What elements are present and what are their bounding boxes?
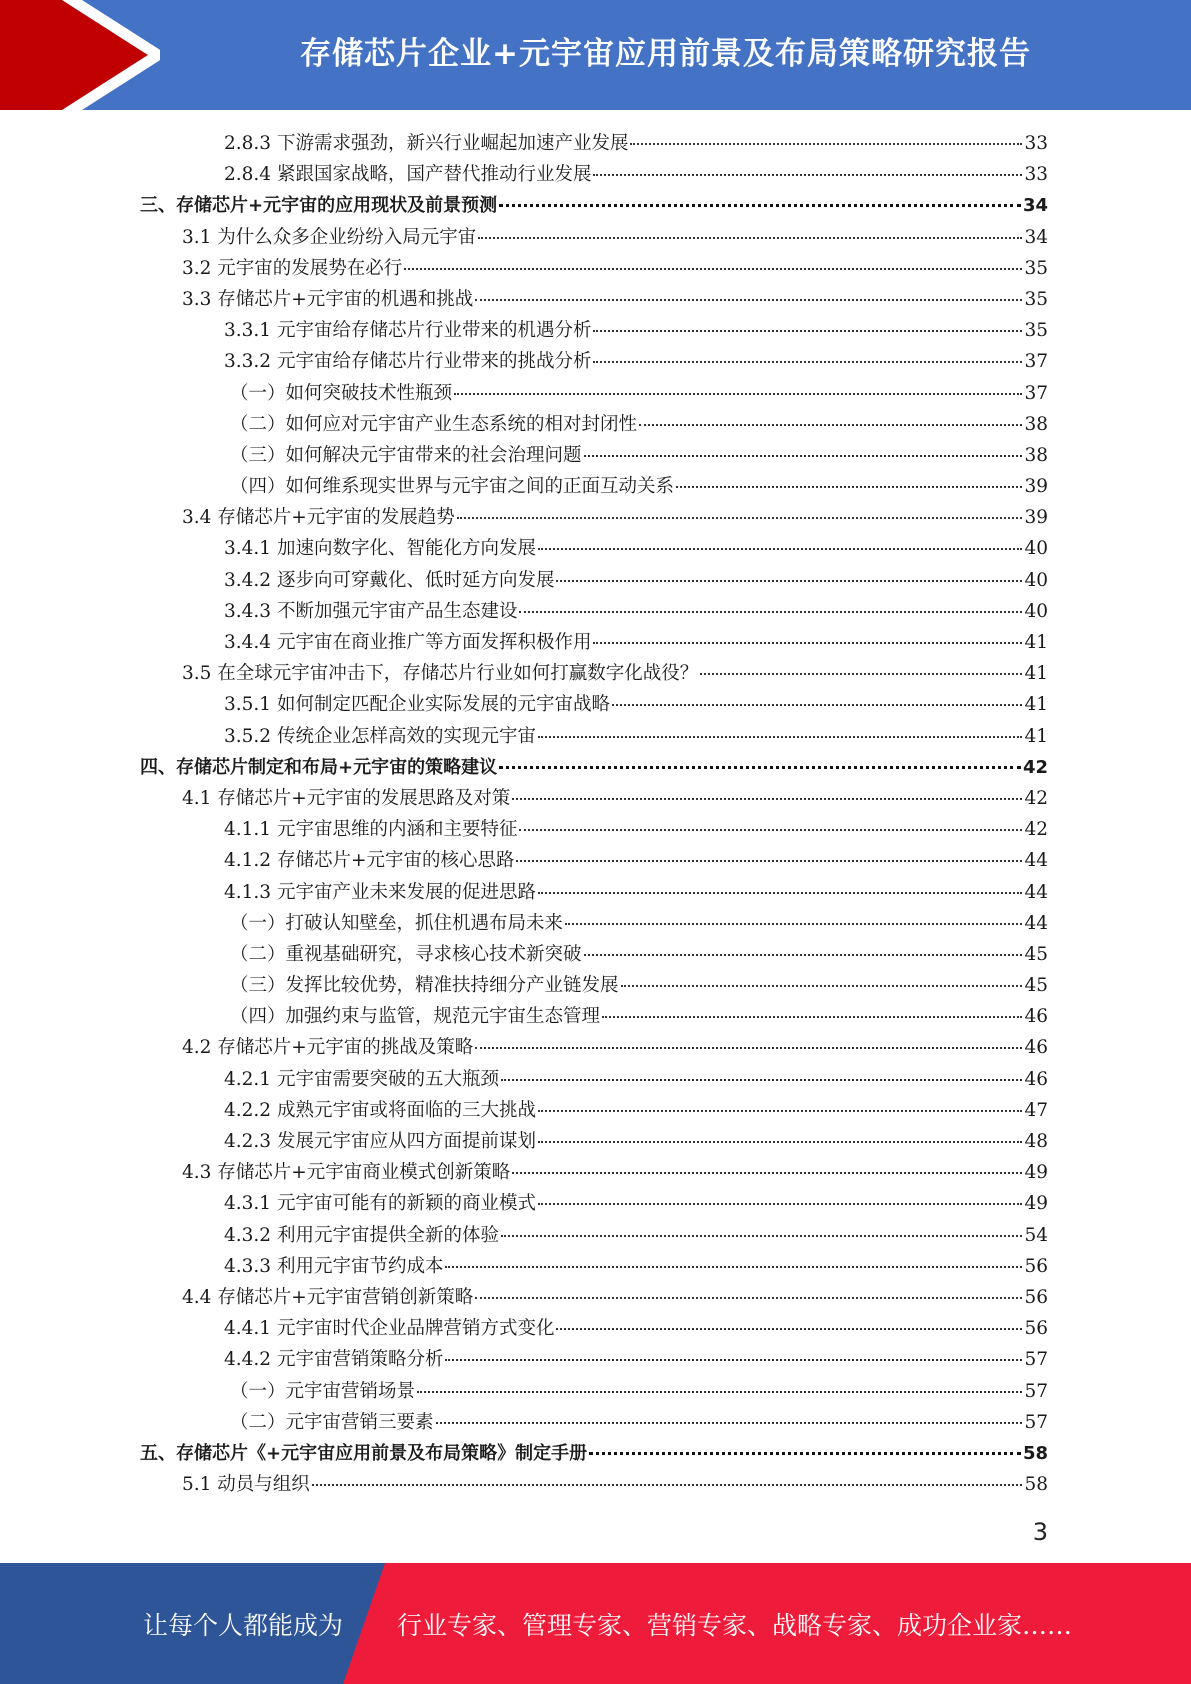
toc-entry-title: 3.4.3 不断加强元宇宙产品生态建设 bbox=[224, 600, 518, 622]
toc-entry-title: 4.1 存储芯片+元宇宙的发展思路及对策 bbox=[182, 787, 511, 809]
toc-entry[interactable] bbox=[140, 1126, 1048, 1157]
toc-entry-page: 37 bbox=[1024, 351, 1048, 373]
toc-entry[interactable] bbox=[140, 970, 1048, 1001]
toc-entry-page: 42 bbox=[1024, 787, 1048, 809]
toc-dot-leader bbox=[454, 392, 1022, 395]
toc-entry-title: 4.1.1 元宇宙思维的内涵和主要特征 bbox=[224, 819, 518, 841]
toc-entry-title: 3.4.4 元宇宙在商业推广等方面发挥积极作用 bbox=[224, 632, 592, 653]
toc-entry-title: 4.3.2 利用元宇宙提供全新的体验 bbox=[224, 1224, 499, 1246]
toc-entry-title: 五、存储芯片《+元宇宙应用前景及布局策略》制定手册 bbox=[140, 1442, 588, 1464]
toc-dot-leader bbox=[475, 298, 1022, 301]
toc-dot-leader bbox=[602, 1015, 1022, 1018]
toc-dot-leader bbox=[593, 360, 1022, 363]
toc-entry-title: 四、存储芯片制定和布局+元宇宙的策略建议 bbox=[140, 756, 498, 778]
toc-entry-title: 4.4.2 元宇宙营销策略分析 bbox=[224, 1349, 444, 1371]
toc-entry-page: 58 bbox=[1024, 1474, 1048, 1496]
toc-entry-title: 4.2.1 元宇宙需要突破的五大瓶颈 bbox=[224, 1068, 499, 1090]
toc-entry-title: 4.2 存储芯片+元宇宙的挑战及策略 bbox=[182, 1037, 474, 1059]
toc-dot-leader bbox=[584, 953, 1023, 956]
toc-entry-page: 44 bbox=[1024, 850, 1048, 872]
toc-entry[interactable] bbox=[140, 1001, 1048, 1032]
toc-entry[interactable] bbox=[140, 939, 1048, 970]
toc-entry[interactable] bbox=[140, 1313, 1048, 1344]
toc-dot-leader bbox=[457, 516, 1023, 519]
toc-entry-page: 34 bbox=[1024, 226, 1048, 248]
toc-entry[interactable] bbox=[140, 689, 1048, 720]
toc-dot-leader bbox=[621, 984, 1023, 987]
toc-entry-page: 38 bbox=[1024, 444, 1048, 466]
toc-entry[interactable] bbox=[140, 502, 1048, 533]
toc-entry[interactable] bbox=[140, 253, 1048, 284]
toc-dot-leader bbox=[512, 1171, 1022, 1174]
toc-entry[interactable] bbox=[140, 596, 1048, 627]
toc-entry[interactable] bbox=[140, 658, 1048, 689]
toc-dot-leader bbox=[589, 1451, 1021, 1455]
toc-entry[interactable] bbox=[140, 908, 1048, 939]
toc-entry-page: 33 bbox=[1024, 164, 1048, 186]
toc-entry-page: 44 bbox=[1024, 912, 1048, 934]
toc-entry-title: 3.1 为什么众多企业纷纷入局元宇宙 bbox=[182, 226, 477, 248]
toc-entry-title: 3.3 存储芯片+元宇宙的机遇和挑战 bbox=[182, 288, 474, 310]
toc-entry[interactable] bbox=[140, 1064, 1048, 1095]
toc-entry-page: 48 bbox=[1024, 1131, 1048, 1152]
footer-slogan-right: 行业专家、管理专家、营销专家、战略专家、成功企业家…… bbox=[397, 1610, 1073, 1640]
toc-dot-leader bbox=[445, 1265, 1022, 1268]
toc-entry-page: 54 bbox=[1024, 1224, 1048, 1246]
toc-entry-page: 56 bbox=[1024, 1255, 1048, 1277]
toc-entry-page: 40 bbox=[1024, 600, 1048, 622]
toc-entry[interactable] bbox=[140, 190, 1048, 221]
toc-entry-page: 33 bbox=[1024, 133, 1048, 154]
toc-entry-title: 4.1.2 存储芯片+元宇宙的核心思路 bbox=[224, 850, 515, 872]
toc-dot-leader bbox=[538, 735, 1022, 738]
toc-dot-leader bbox=[475, 1046, 1022, 1049]
page-number: 3 bbox=[1032, 1518, 1048, 1546]
toc-entry-title: 4.3 存储芯片+元宇宙商业模式创新策略 bbox=[182, 1162, 511, 1184]
toc-entry-title: （三）发挥比较优势，精准扶持细分产业链发展 bbox=[230, 975, 619, 997]
toc-entry-title: 2.8.4 紧跟国家战略，国产替代推动行业发展 bbox=[224, 164, 592, 186]
toc-entry-title: 3.5 在全球元宇宙冲击下，存储芯片行业如何打赢数字化战役？ bbox=[182, 663, 699, 685]
toc-dot-leader bbox=[516, 859, 1022, 862]
report-title: 存储芯片企业+元宇宙应用前景及布局策略研究报告 bbox=[300, 35, 1031, 72]
toc-entry[interactable] bbox=[140, 783, 1048, 814]
toc-entry-page: 46 bbox=[1024, 1006, 1048, 1028]
toc-dot-leader bbox=[538, 547, 1022, 550]
toc-entry[interactable] bbox=[140, 1469, 1048, 1500]
report-header bbox=[0, 0, 1191, 110]
toc-entry-page: 42 bbox=[1022, 756, 1048, 778]
toc-entry[interactable] bbox=[140, 1157, 1048, 1188]
toc-dot-leader bbox=[556, 579, 1022, 582]
toc-entry-title: 4.1.3 元宇宙产业未来发展的促进思路 bbox=[224, 881, 536, 903]
toc-dot-leader bbox=[499, 203, 1021, 207]
toc-entry-page: 46 bbox=[1024, 1068, 1048, 1090]
toc-entry[interactable] bbox=[140, 1438, 1048, 1469]
toc-entry-title: 3.3.1 元宇宙给存储芯片行业带来的机遇分析 bbox=[224, 320, 592, 342]
toc-dot-leader bbox=[538, 1109, 1022, 1112]
toc-entry-page: 41 bbox=[1024, 725, 1048, 747]
toc-entry-page: 35 bbox=[1024, 320, 1048, 342]
toc-dot-leader bbox=[519, 828, 1022, 831]
toc-entry[interactable] bbox=[140, 346, 1048, 377]
toc-entry-page: 41 bbox=[1024, 663, 1048, 685]
toc-dot-leader bbox=[501, 1234, 1022, 1237]
toc-entry-page: 57 bbox=[1024, 1349, 1048, 1371]
toc-entry[interactable] bbox=[140, 1095, 1048, 1126]
toc-dot-leader bbox=[676, 485, 1022, 488]
toc-entry-page: 42 bbox=[1024, 819, 1048, 841]
toc-entry-page: 46 bbox=[1024, 1037, 1048, 1059]
toc-dot-leader bbox=[519, 610, 1022, 613]
toc-entry-page: 41 bbox=[1024, 694, 1048, 716]
toc-dot-leader bbox=[478, 236, 1022, 239]
toc-entry[interactable] bbox=[140, 440, 1048, 471]
toc-dot-leader bbox=[612, 703, 1022, 706]
toc-entry[interactable] bbox=[140, 814, 1048, 845]
toc-entry[interactable] bbox=[140, 1188, 1048, 1219]
toc-entry-page: 38 bbox=[1024, 413, 1048, 435]
toc-entry-title: 4.4.1 元宇宙时代企业品牌营销方式变化 bbox=[224, 1318, 555, 1340]
toc-entry[interactable] bbox=[140, 1220, 1048, 1251]
toc-dot-leader bbox=[501, 1078, 1022, 1081]
toc-entry-title: （一）打破认知壁垒，抓住机遇布局未来 bbox=[230, 912, 564, 934]
toc-dot-leader bbox=[538, 1140, 1022, 1143]
toc-entry-page: 44 bbox=[1024, 881, 1048, 903]
toc-entry-title: 3.5.2 传统企业怎样高效的实现元宇宙 bbox=[224, 725, 536, 747]
toc-entry-title: （三）如何解决元宇宙带来的社会治理问题 bbox=[230, 444, 582, 466]
toc-entry[interactable] bbox=[140, 222, 1048, 253]
toc-entry-title: 三、存储芯片+元宇宙的应用现状及前景预测 bbox=[140, 195, 498, 217]
toc-dot-leader bbox=[475, 1296, 1022, 1299]
toc-entry-page: 35 bbox=[1024, 257, 1048, 279]
toc-entry[interactable] bbox=[140, 877, 1048, 908]
toc-dot-leader bbox=[639, 423, 1022, 426]
toc-entry[interactable] bbox=[140, 845, 1048, 876]
toc-entry-page: 47 bbox=[1024, 1099, 1048, 1121]
toc-entry-title: 4.2.2 成熟元宇宙或将面临的三大挑战 bbox=[224, 1099, 536, 1121]
toc-entry[interactable] bbox=[140, 1344, 1048, 1375]
toc-entry-page: 56 bbox=[1024, 1286, 1048, 1308]
table-of-contents bbox=[140, 128, 1048, 1500]
footer-slogan-left: 让每个人都能成为 bbox=[143, 1610, 344, 1640]
toc-entry-title: 4.3.3 利用元宇宙节约成本 bbox=[224, 1255, 444, 1277]
toc-dot-leader bbox=[593, 641, 1022, 644]
toc-dot-leader bbox=[538, 891, 1022, 894]
toc-entry-page: 45 bbox=[1024, 975, 1048, 997]
toc-entry[interactable] bbox=[140, 128, 1048, 159]
toc-entry-page: 57 bbox=[1024, 1380, 1048, 1402]
toc-entry[interactable] bbox=[140, 721, 1048, 752]
toc-entry-page: 39 bbox=[1024, 476, 1048, 498]
toc-entry[interactable] bbox=[140, 1251, 1048, 1282]
toc-entry-page: 40 bbox=[1024, 569, 1048, 591]
toc-entry-title: 3.4.1 加速向数字化、智能化方向发展 bbox=[224, 538, 536, 560]
toc-entry-title: （二）元宇宙营销三要素 bbox=[230, 1411, 434, 1433]
toc-entry-page: 37 bbox=[1024, 382, 1048, 404]
toc-entry[interactable] bbox=[140, 378, 1048, 409]
toc-entry[interactable] bbox=[140, 409, 1048, 440]
toc-entry-page: 49 bbox=[1024, 1193, 1048, 1215]
toc-entry-title: 2.8.3 下游需求强劲，新兴行业崛起加速产业发展 bbox=[224, 133, 629, 154]
toc-entry-title: 4.3.1 元宇宙可能有的新颖的商业模式 bbox=[224, 1193, 536, 1215]
header-arrow-decoration bbox=[0, 0, 160, 110]
toc-entry-title: 3.3.2 元宇宙给存储芯片行业带来的挑战分析 bbox=[224, 351, 592, 373]
toc-entry-title: （二）如何应对元宇宙产业生态系统的相对封闭性 bbox=[230, 413, 638, 435]
toc-entry[interactable] bbox=[140, 471, 1048, 502]
toc-entry-page: 45 bbox=[1024, 943, 1048, 965]
toc-dot-leader bbox=[700, 672, 1022, 675]
toc-dot-leader bbox=[512, 797, 1022, 800]
toc-dot-leader bbox=[417, 1390, 1022, 1393]
toc-dot-leader bbox=[445, 1358, 1022, 1361]
toc-entry-title: 5.1 动员与组织 bbox=[182, 1474, 310, 1496]
toc-dot-leader bbox=[499, 765, 1021, 769]
toc-dot-leader bbox=[593, 173, 1022, 176]
toc-dot-leader bbox=[584, 454, 1023, 457]
toc-entry[interactable] bbox=[140, 1032, 1048, 1063]
toc-dot-leader bbox=[436, 1421, 1023, 1424]
toc-entry[interactable] bbox=[140, 284, 1048, 315]
toc-entry-page: 49 bbox=[1024, 1162, 1048, 1184]
toc-entry-title: 4.2.3 发展元宇宙应从四方面提前谋划 bbox=[224, 1131, 536, 1152]
toc-entry-title: （一）元宇宙营销场景 bbox=[230, 1380, 416, 1402]
toc-entry[interactable] bbox=[140, 1407, 1048, 1438]
toc-entry[interactable] bbox=[140, 565, 1048, 596]
toc-entry-title: （二）重视基础研究，寻求核心技术新突破 bbox=[230, 943, 582, 965]
toc-entry-title: （一）如何突破技术性瓶颈 bbox=[230, 382, 453, 404]
toc-dot-leader bbox=[312, 1483, 1023, 1486]
toc-entry-page: 35 bbox=[1024, 288, 1048, 310]
toc-entry-page: 40 bbox=[1024, 538, 1048, 560]
toc-entry-page: 56 bbox=[1024, 1318, 1048, 1340]
toc-entry-page: 39 bbox=[1024, 507, 1048, 529]
footer-banner bbox=[0, 1563, 1191, 1684]
toc-dot-leader bbox=[556, 1327, 1022, 1330]
toc-entry[interactable] bbox=[140, 1376, 1048, 1407]
toc-entry-page: 41 bbox=[1024, 632, 1048, 653]
toc-entry[interactable] bbox=[140, 1282, 1048, 1313]
toc-entry-title: 4.4 存储芯片+元宇宙营销创新策略 bbox=[182, 1286, 474, 1308]
toc-entry-title: 3.4.2 逐步向可穿戴化、低时延方向发展 bbox=[224, 569, 555, 591]
toc-dot-leader bbox=[404, 267, 1022, 270]
toc-dot-leader bbox=[593, 329, 1022, 332]
toc-dot-leader bbox=[565, 922, 1022, 925]
toc-entry-title: 3.4 存储芯片+元宇宙的发展趋势 bbox=[182, 507, 455, 529]
toc-entry-page: 58 bbox=[1022, 1442, 1048, 1464]
toc-entry[interactable] bbox=[140, 752, 1048, 783]
toc-entry-page: 57 bbox=[1024, 1411, 1048, 1433]
toc-dot-leader bbox=[630, 142, 1022, 145]
toc-entry-page: 34 bbox=[1022, 195, 1048, 217]
toc-entry-title: （四）加强约束与监管，规范元宇宙生态管理 bbox=[230, 1006, 601, 1028]
toc-entry-title: 3.2 元宇宙的发展势在必行 bbox=[182, 257, 403, 279]
toc-entry[interactable] bbox=[140, 627, 1048, 658]
toc-dot-leader bbox=[538, 1202, 1022, 1205]
toc-entry-title: 3.5.1 如何制定匹配企业实际发展的元宇宙战略 bbox=[224, 694, 610, 716]
toc-entry[interactable] bbox=[140, 159, 1048, 190]
toc-entry-title: （四）如何维系现实世界与元宇宙之间的正面互动关系 bbox=[230, 476, 675, 498]
toc-entry[interactable] bbox=[140, 533, 1048, 564]
toc-entry[interactable] bbox=[140, 315, 1048, 346]
